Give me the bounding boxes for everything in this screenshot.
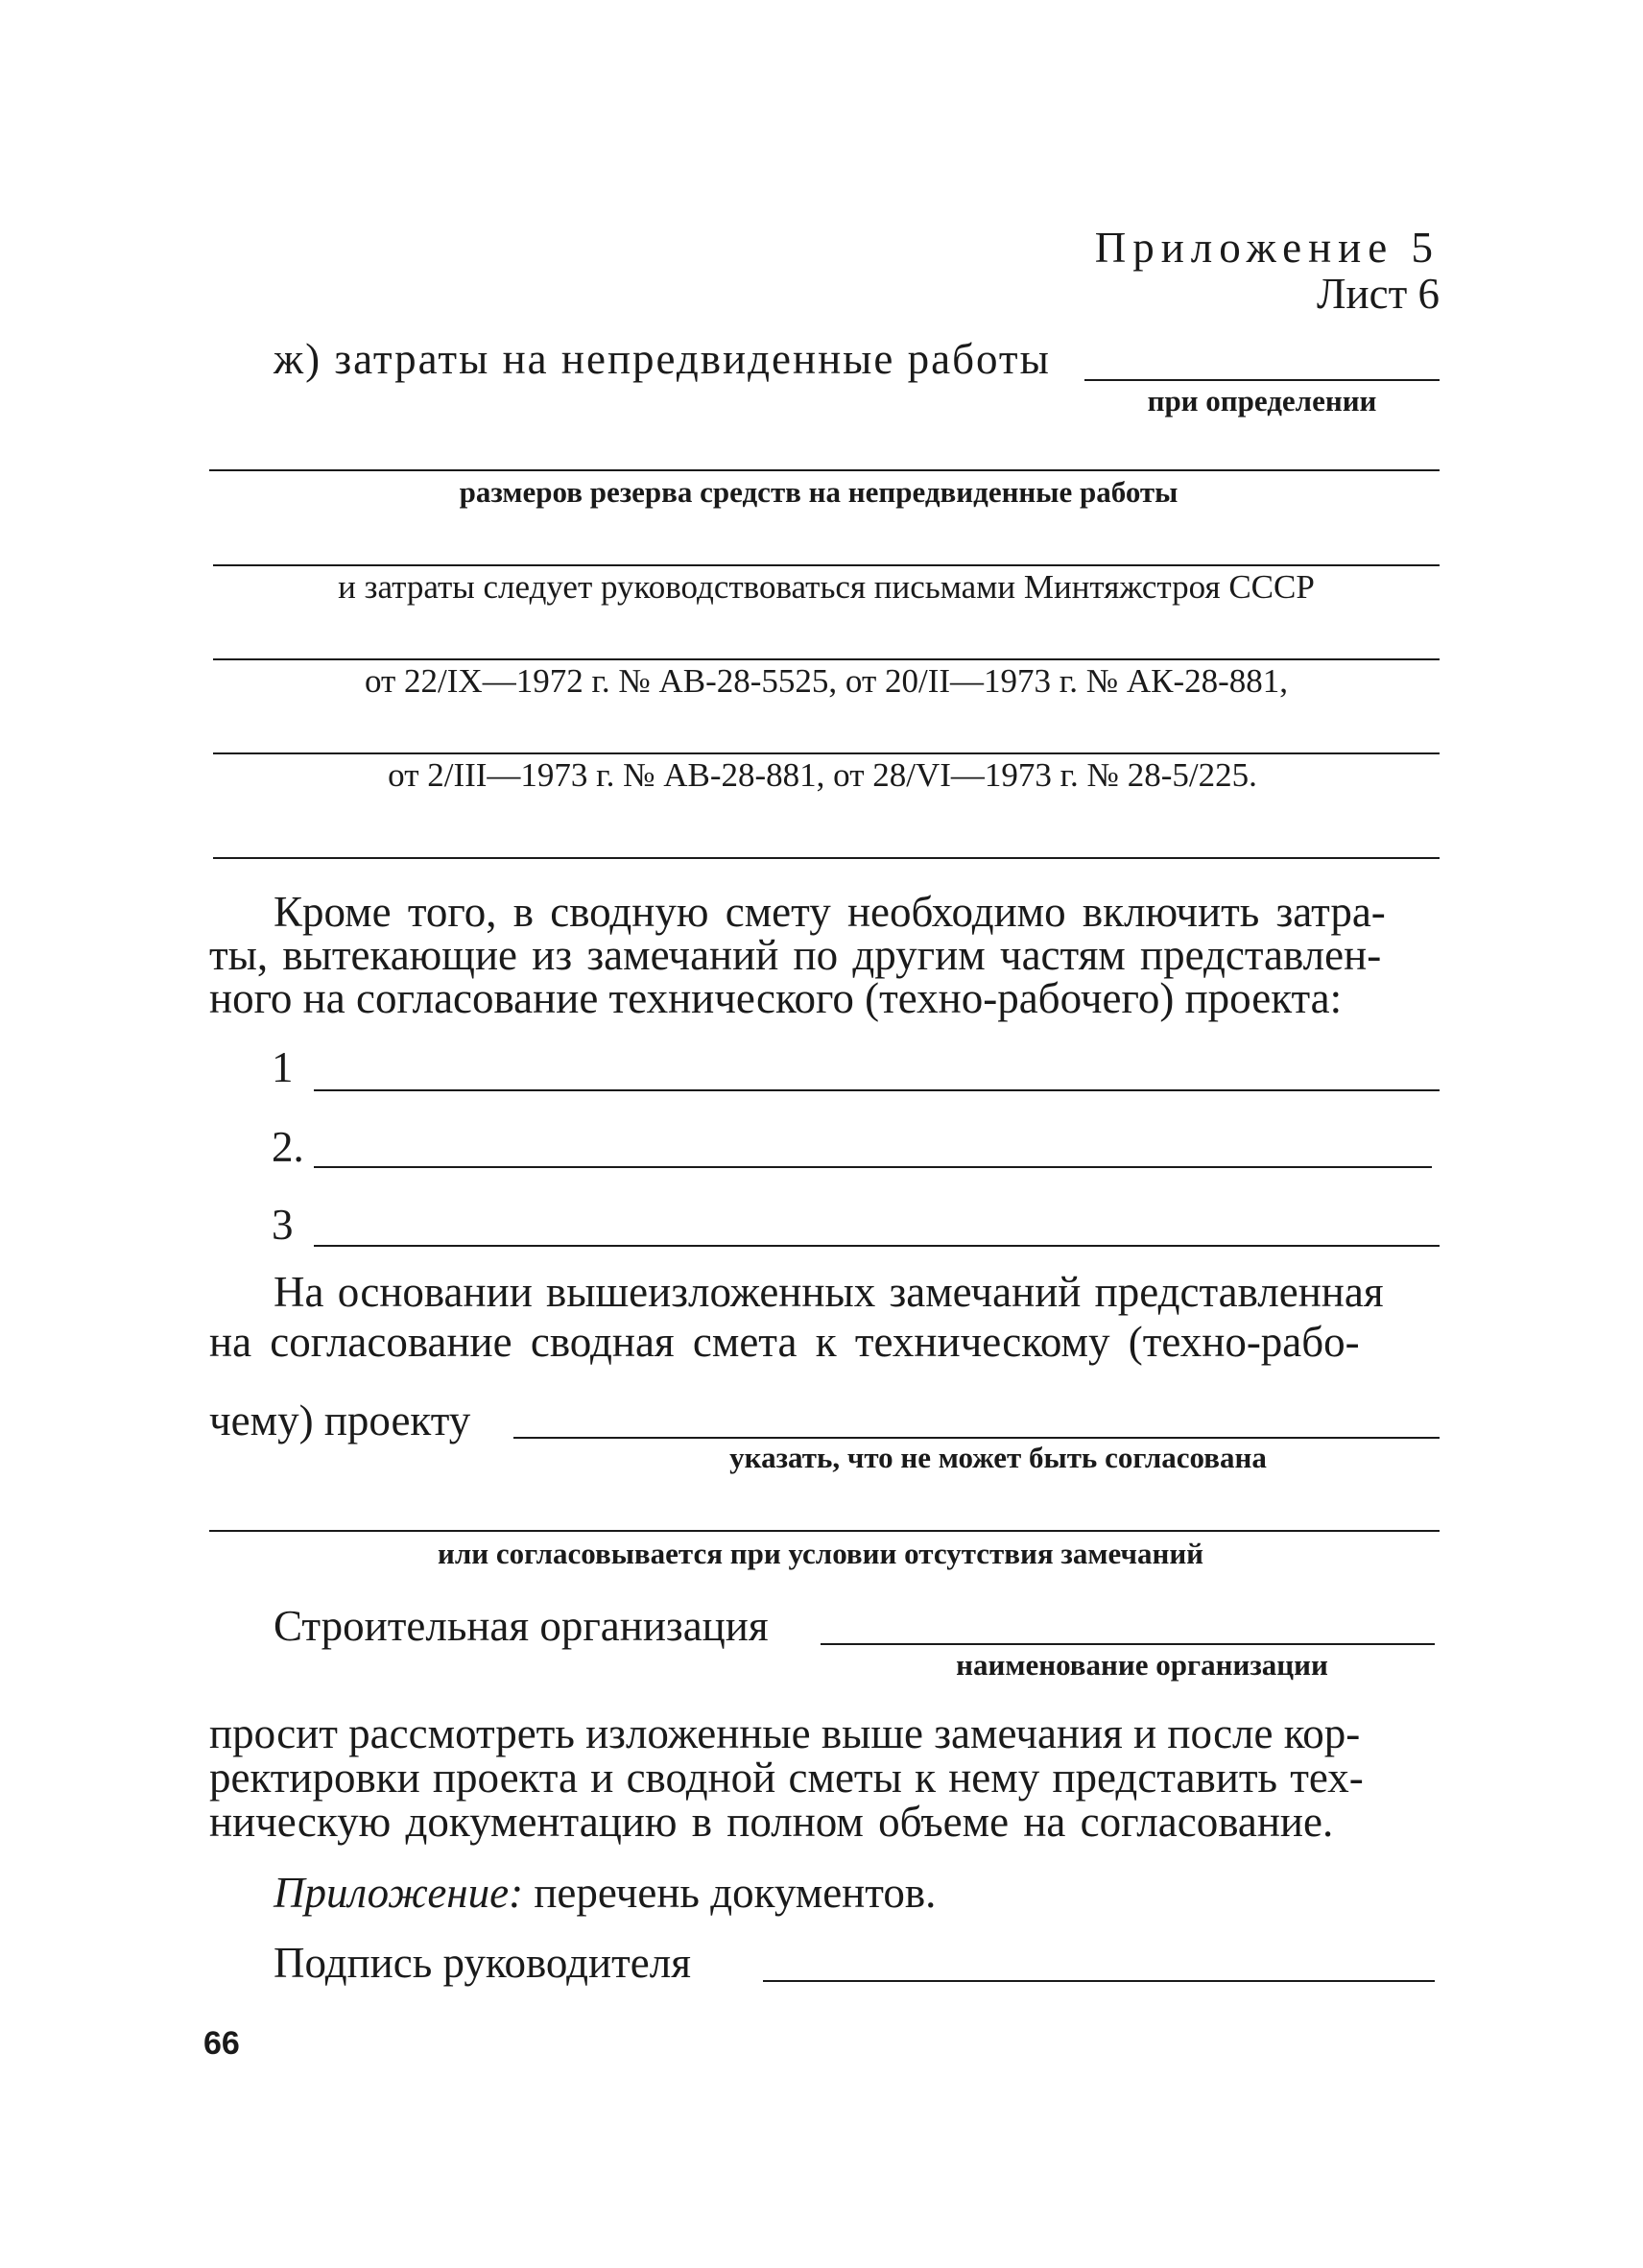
attachment-label: Приложение: — [274, 1869, 524, 1917]
fill-line — [314, 1245, 1440, 1247]
section-zh-label: ж) затраты на непредвиденные работы — [274, 335, 1051, 383]
section-zh-hint-1: при определении — [1147, 384, 1377, 418]
fill-line — [213, 564, 1440, 566]
section-zh-hint-2: размеров резерва средств на непредвиденные работы — [459, 475, 1179, 509]
fill-line — [1084, 379, 1440, 381]
organization-label: Строительная организация — [274, 1602, 769, 1650]
attachment-text: перечень документов. — [534, 1869, 937, 1917]
fill-line — [209, 1530, 1440, 1532]
paragraph-1-line-2: ты, вытекающие из замечаний по другим частям представлен- — [209, 931, 1382, 979]
signature-line — [763, 1980, 1435, 1982]
fill-line — [314, 1166, 1432, 1168]
paragraph-2-line-2: на согласование сводная смета к техническому (техно-рабо- — [209, 1318, 1360, 1366]
paragraph-2-hint-1: указать, что не может быть согласована — [729, 1441, 1267, 1474]
paragraph-3-line-3: ническую документацию в полном объеме на согласование. — [209, 1798, 1334, 1846]
fill-line — [314, 1089, 1440, 1091]
signature-label: Подпись руководителя — [274, 1939, 691, 1987]
appendix-label: Приложение 5 — [1094, 224, 1440, 272]
attachment-line — [274, 1869, 937, 1917]
sheet-label: Лист 6 — [1317, 270, 1440, 318]
paragraph-1-line-3: ного на согласование технического (техно-рабочего) проекта: — [209, 974, 1343, 1022]
fill-line — [213, 857, 1440, 859]
section-zh-hint-5: от 2/III—1973 г. № АВ-28-881, от 28/VI—1973 г. № 28-5/225. — [388, 756, 1257, 794]
fill-line — [821, 1643, 1435, 1645]
fill-line — [213, 752, 1440, 754]
section-zh-hint-3: и затраты следует руководствоваться письмами Минтяжстроя СССР — [338, 568, 1315, 606]
list-item-number: 3 — [272, 1201, 294, 1249]
paragraph-1-line-1: Кроме того, в сводную смету необходимо включить затра- — [274, 888, 1386, 936]
paragraph-2-hint-2: или согласовывается при условии отсутствия замечаний — [437, 1537, 1204, 1570]
paragraph-2-line-3: чему) проекту — [209, 1397, 471, 1444]
paragraph-2-line-1: На основании вышеизложенных замечаний представленная — [274, 1268, 1384, 1316]
page-number: 66 — [203, 2025, 240, 2062]
organization-hint: наименование организации — [956, 1648, 1328, 1682]
list-item-number: 2. — [272, 1123, 304, 1171]
list-item-number: 1 — [272, 1043, 294, 1091]
paragraph-3-line-2: ректировки проекта и сводной сметы к нему представить тех- — [209, 1754, 1364, 1802]
fill-line — [209, 469, 1440, 471]
fill-line — [213, 658, 1440, 660]
section-zh-hint-4: от 22/IX—1972 г. № АВ-28-5525, от 20/II—1973 г. № АК-28-881, — [364, 662, 1289, 700]
fill-line — [513, 1437, 1440, 1439]
paragraph-3-line-1: просит рассмотреть изложенные выше замечания и после кор- — [209, 1709, 1361, 1757]
